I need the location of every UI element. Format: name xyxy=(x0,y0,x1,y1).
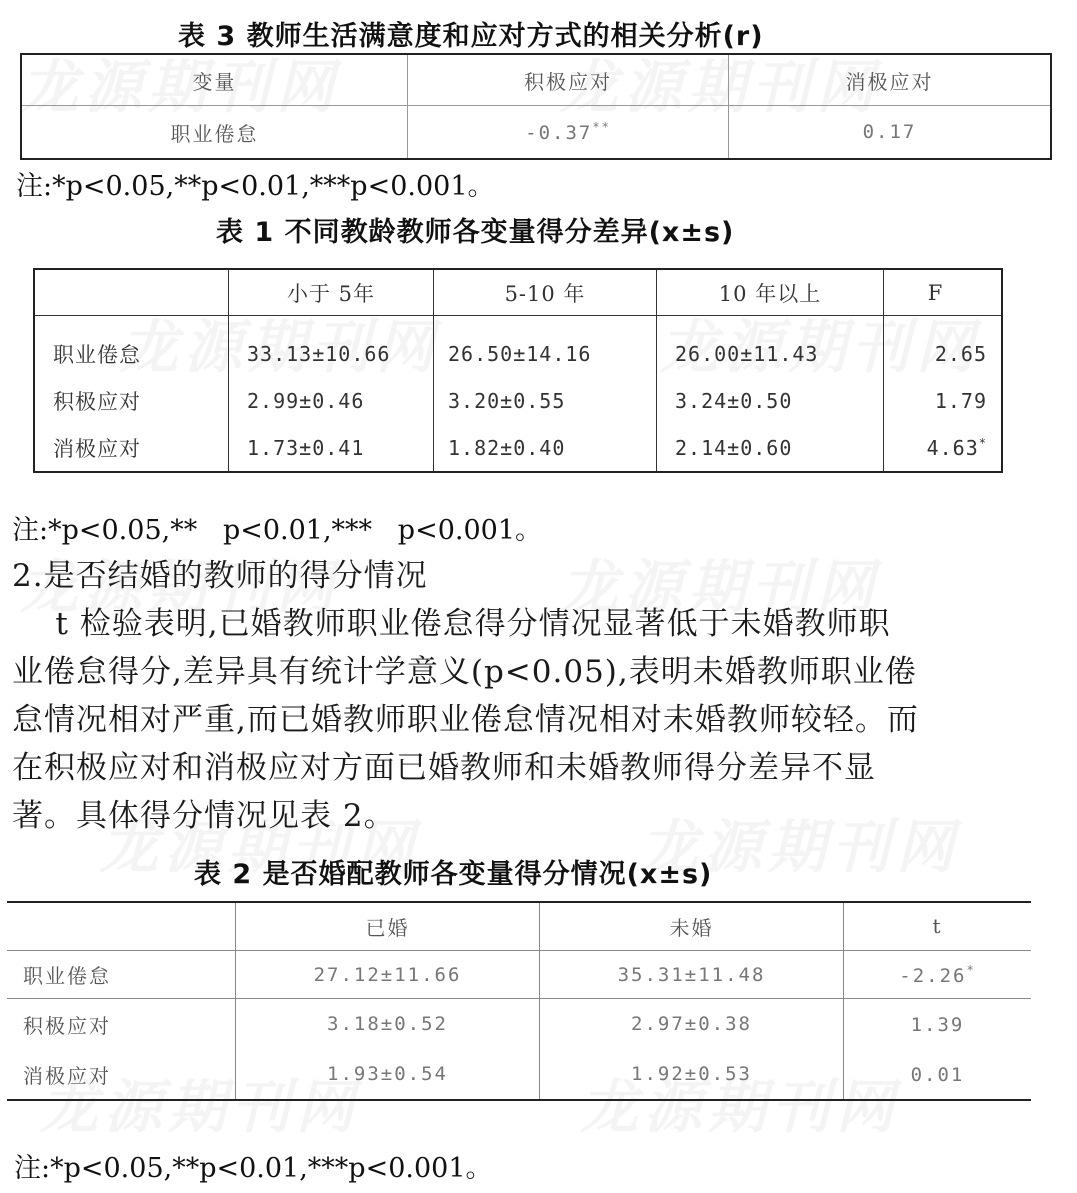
table-header-cell: 变量 xyxy=(21,54,408,106)
table-cell xyxy=(844,1049,1032,1100)
table-cell: 2.14±0.60 xyxy=(657,424,884,472)
table-cell: 26.00±11.43 xyxy=(657,316,884,378)
table-cell: 3.24±0.50 xyxy=(657,377,884,424)
table-cell: 3.20±0.55 xyxy=(434,377,657,424)
table-header-cell xyxy=(34,269,229,316)
row-label: 职业倦怠 xyxy=(21,106,408,160)
row-label: 职业倦怠 xyxy=(34,316,229,378)
row-label: 积极应对 xyxy=(34,377,229,424)
paragraph-line: 著。具体得分情况见表 2。 xyxy=(12,798,396,834)
cell-value: 1.39 xyxy=(910,1014,965,1037)
table-cell xyxy=(884,316,1003,378)
table-header-cell: 已婚 xyxy=(236,902,540,950)
table-row xyxy=(34,316,1002,378)
table1-note: 注:*p<0.05,** p<0.01,*** p<0.001。 xyxy=(12,515,543,546)
table-cell xyxy=(884,377,1003,424)
table-cell: 27.12±11.66 xyxy=(236,950,540,999)
table-header-cell: 小于 5年 xyxy=(229,269,434,316)
table3 xyxy=(20,53,1052,160)
cell-value: 4.63 xyxy=(926,435,979,460)
table-header-cell: 10 年以上 xyxy=(657,269,884,316)
table-cell: 1.92±0.53 xyxy=(540,1049,844,1100)
table1-caption: 表 1 不同教龄教师各变量得分差异(x±s) xyxy=(216,217,735,248)
table-cell: 26.50±14.16 xyxy=(434,316,657,378)
table-row xyxy=(34,424,1002,472)
table-header-cell xyxy=(7,902,236,950)
paragraph-line: t 检验表明,已婚教师职业倦怠得分情况显著低于未婚教师职 xyxy=(12,606,891,642)
table-header-row xyxy=(34,269,1002,316)
table-row xyxy=(21,106,1051,160)
table-cell: 0.17 xyxy=(862,121,917,143)
table-cell: 1.73±0.41 xyxy=(229,424,434,472)
table-cell xyxy=(844,950,1032,999)
table-header-cell: F xyxy=(884,269,1003,316)
row-label: 消极应对 xyxy=(7,1049,236,1100)
table-cell: 35.31±11.48 xyxy=(540,950,844,999)
table2-caption: 表 2 是否婚配教师各变量得分情况(x±s) xyxy=(194,859,713,890)
significance-mark: ** xyxy=(592,120,611,134)
row-label: 积极应对 xyxy=(7,999,236,1049)
table-cell: 2.99±0.46 xyxy=(229,377,434,424)
table-cell: 33.13±10.66 xyxy=(229,316,434,378)
table-row xyxy=(7,999,1031,1049)
section-heading: 2.是否结婚的教师的得分情况 xyxy=(12,558,428,594)
table1 xyxy=(33,268,1003,473)
table-cell: 2.97±0.38 xyxy=(540,999,844,1049)
table-header-cell: t xyxy=(844,902,1032,950)
table-cell: 3.18±0.52 xyxy=(236,999,540,1049)
cell-value: 0.01 xyxy=(910,1064,965,1087)
table-row xyxy=(34,377,1002,424)
cell-value: 2.65 xyxy=(934,341,987,366)
significance-mark: * xyxy=(978,435,987,450)
table-row xyxy=(7,950,1031,999)
cell-value: -0.37 xyxy=(525,122,593,144)
table-cell: 1.93±0.54 xyxy=(236,1049,540,1100)
significance-mark: * xyxy=(966,962,976,977)
body-paragraph xyxy=(12,600,1062,840)
table-header-cell: 积极应对 xyxy=(408,54,729,106)
row-label: 消极应对 xyxy=(34,424,229,472)
table2 xyxy=(7,901,1031,1101)
table3-note: 注:*p<0.05,**p<0.01,***p<0.001。 xyxy=(16,171,495,202)
table-row xyxy=(7,1049,1031,1100)
table3-caption: 表 3 教师生活满意度和应对方式的相关分析(r) xyxy=(178,21,764,52)
paragraph-line: 怠情况相对严重,而已婚教师职业倦怠情况相对未婚教师较轻。而 xyxy=(12,702,919,738)
table-cell xyxy=(844,999,1032,1049)
row-label: 职业倦怠 xyxy=(7,950,236,999)
table-cell xyxy=(408,106,729,160)
table-header-cell: 消极应对 xyxy=(729,54,1052,106)
cell-value: -2.26 xyxy=(899,964,967,987)
table-cell xyxy=(884,424,1003,472)
table-header-row xyxy=(21,54,1051,106)
table-header-row xyxy=(7,902,1031,950)
table-header-cell: 未婚 xyxy=(540,902,844,950)
table-cell: 1.82±0.40 xyxy=(434,424,657,472)
table-header-cell: 5-10 年 xyxy=(434,269,657,316)
paragraph-line: 在积极应对和消极应对方面已婚教师和未婚教师得分差异不显 xyxy=(12,750,876,786)
paragraph-line: 业倦怠得分,差异具有统计学意义(p<0.05),表明未婚教师职业倦 xyxy=(12,654,917,690)
table2-note: 注:*p<0.05,**p<0.01,***p<0.001。 xyxy=(14,1153,493,1184)
cell-value: 1.79 xyxy=(934,388,987,413)
